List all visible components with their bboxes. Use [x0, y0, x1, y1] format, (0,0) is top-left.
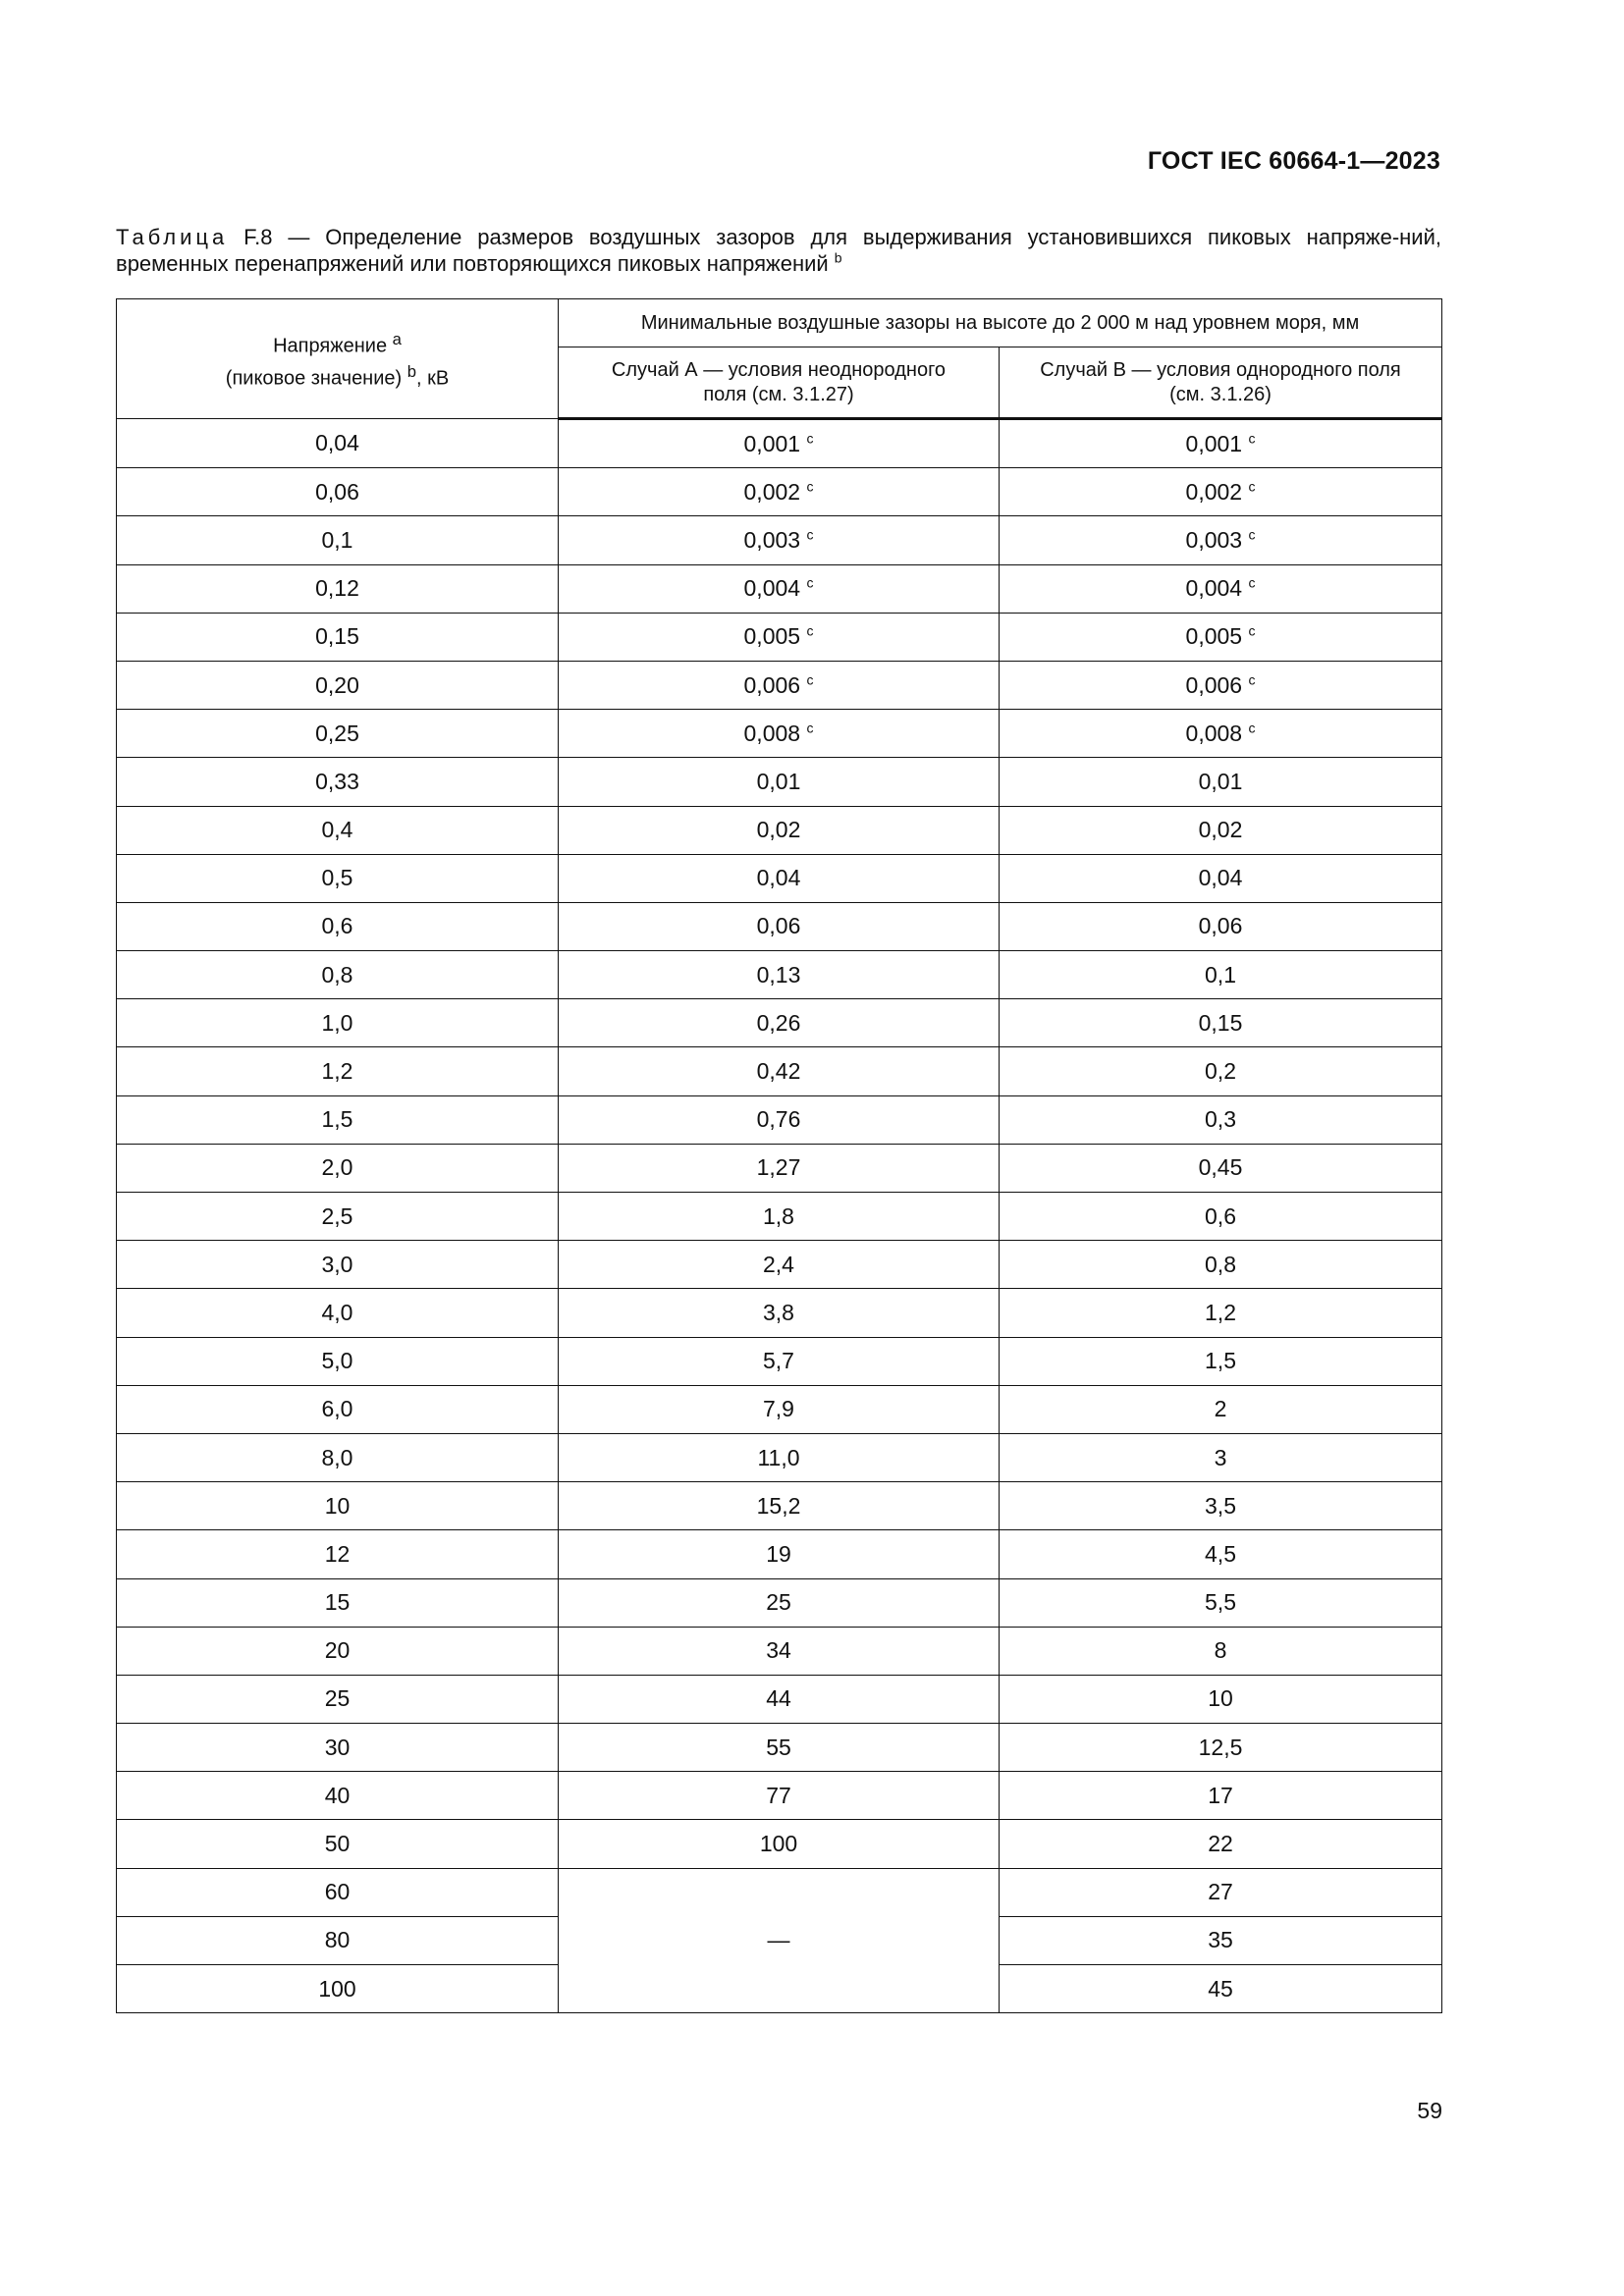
voltage-cell: 0,1 — [117, 516, 559, 564]
case-b-cell: 4,5 — [1000, 1530, 1442, 1578]
table-row — [117, 564, 1442, 613]
voltage-cell: 0,15 — [117, 613, 559, 661]
voltage-cell: 5,0 — [117, 1337, 559, 1385]
table-row — [117, 1627, 1442, 1675]
table-row — [117, 758, 1442, 806]
footnote-mark: c — [806, 720, 814, 736]
voltage-cell: 12 — [117, 1530, 559, 1578]
table-row — [117, 468, 1442, 516]
voltage-cell: 0,04 — [117, 419, 559, 468]
case-b-cell: 0,006 $^c$ — [1000, 661, 1442, 709]
voltage-cell: 2,5 — [117, 1193, 559, 1241]
case-a-cell: 0,76 — [559, 1095, 1000, 1144]
case-b-cell: 8 — [1000, 1627, 1442, 1675]
voltage-cell: 0,5 — [117, 854, 559, 902]
case-b-cell: 0,01 — [1000, 758, 1442, 806]
clearance-table — [116, 298, 1442, 2013]
case-a-cell: 25 — [559, 1578, 1000, 1627]
table-row — [117, 1241, 1442, 1289]
case-b-cell: 1,2 — [1000, 1289, 1442, 1337]
case-a-cell: 11,0 — [559, 1433, 1000, 1481]
footnote-mark: c — [806, 622, 814, 639]
voltage-cell: 0,33 — [117, 758, 559, 806]
table-row — [117, 1193, 1442, 1241]
case-b-cell: 0,45 — [1000, 1144, 1442, 1192]
case-b-cell: 0,005 $^c$ — [1000, 613, 1442, 661]
footnote-mark: c — [806, 429, 814, 446]
case-a-cell: 0,001 $^c$ — [559, 419, 1000, 468]
case-b-cell: 0,008 $^c$ — [1000, 710, 1442, 758]
case-b-cell: 0,004 $^c$ — [1000, 564, 1442, 613]
case-a-cell: 0,008 $^c$ — [559, 710, 1000, 758]
case-a-cell: 34 — [559, 1627, 1000, 1675]
footnote-mark: c — [1248, 574, 1256, 591]
table-row — [117, 1433, 1442, 1481]
voltage-cell: 0,4 — [117, 806, 559, 854]
footnote-mark: c — [1248, 429, 1256, 446]
caption-footnote-mark: b — [834, 249, 842, 266]
table-row — [117, 1095, 1442, 1144]
case-b-cell: 0,3 — [1000, 1095, 1442, 1144]
clearance-table-wrapper — [116, 298, 1441, 2013]
case-b-cell: 10 — [1000, 1675, 1442, 1723]
case-a-column-header: Случай А — условия неоднородного поля (см. 3.1.27) — [559, 347, 1000, 419]
table-row — [117, 1482, 1442, 1530]
table-row — [117, 1289, 1442, 1337]
case-b-cell: 0,15 — [1000, 999, 1442, 1047]
case-b-cell: 0,002 $^c$ — [1000, 468, 1442, 516]
table-row — [117, 1868, 1442, 1916]
footnote-mark: c — [806, 478, 814, 495]
table-row — [117, 1724, 1442, 1772]
voltage-cell: 100 — [117, 1965, 559, 2013]
case-b-cell: 0,04 — [1000, 854, 1442, 902]
case-a-cell: 0,02 — [559, 806, 1000, 854]
table-row — [117, 1144, 1442, 1192]
case-a-cell: 0,01 — [559, 758, 1000, 806]
footnote-mark: c — [1248, 670, 1256, 687]
caption-label: Таблица — [116, 225, 229, 249]
voltage-cell: 8,0 — [117, 1433, 559, 1481]
case-b-cell: 0,02 — [1000, 806, 1442, 854]
table-row — [117, 951, 1442, 999]
table-row — [117, 613, 1442, 661]
table-row — [117, 1337, 1442, 1385]
footnote-mark: c — [1248, 622, 1256, 639]
case-b-cell: 0,1 — [1000, 951, 1442, 999]
table-row — [117, 854, 1442, 902]
case-a-cell: 15,2 — [559, 1482, 1000, 1530]
case-b-cell: 5,5 — [1000, 1578, 1442, 1627]
case-b-cell: 1,5 — [1000, 1337, 1442, 1385]
voltage-cell: 0,25 — [117, 710, 559, 758]
table-row — [117, 419, 1442, 468]
case-a-cell: 0,005 $^c$ — [559, 613, 1000, 661]
footnote-mark: c — [806, 574, 814, 591]
voltage-cell: 0,06 — [117, 468, 559, 516]
case-b-column-header: Случай В — условия однородного поля (см. 3.1.26) — [1000, 347, 1442, 419]
case-a-cell: 0,26 — [559, 999, 1000, 1047]
clearance-group-header: Минимальные воздушные зазоры на высоте до 2 000 м над уровнем моря, мм — [559, 299, 1442, 347]
voltage-cell: 6,0 — [117, 1385, 559, 1433]
case-a-cell: 55 — [559, 1724, 1000, 1772]
table-row — [117, 1675, 1442, 1723]
voltage-cell: 1,2 — [117, 1047, 559, 1095]
voltage-cell: 10 — [117, 1482, 559, 1530]
table-row — [117, 902, 1442, 950]
case-a-cell: 2,4 — [559, 1241, 1000, 1289]
standard-code: ГОСТ IEC 60664-1—2023 — [1147, 147, 1440, 175]
case-a-cell: 0,003 $^c$ — [559, 516, 1000, 564]
voltage-cell: 60 — [117, 1868, 559, 1916]
voltage-cell: 4,0 — [117, 1289, 559, 1337]
table-row — [117, 1578, 1442, 1627]
case-a-merged-cell: — — [559, 1868, 1000, 2013]
footnote-mark: c — [1248, 478, 1256, 495]
case-a-cell: 5,7 — [559, 1337, 1000, 1385]
case-b-cell: 2 — [1000, 1385, 1442, 1433]
footnote-mark: c — [1248, 720, 1256, 736]
table-row — [117, 516, 1442, 564]
table-row — [117, 661, 1442, 709]
footnote-mark: c — [1248, 526, 1256, 543]
voltage-cell: 40 — [117, 1772, 559, 1820]
footnote-mark: c — [806, 526, 814, 543]
case-b-cell: 17 — [1000, 1772, 1442, 1820]
case-a-cell: 0,13 — [559, 951, 1000, 999]
case-a-cell: 100 — [559, 1820, 1000, 1868]
voltage-cell: 0,12 — [117, 564, 559, 613]
voltage-column-header: Напряжение $^a$ (пиковое значение) $^b$, кВ — [117, 299, 559, 419]
case-a-cell: 19 — [559, 1530, 1000, 1578]
table-row — [117, 999, 1442, 1047]
case-a-cell: 0,002 $^c$ — [559, 468, 1000, 516]
case-b-cell: 35 — [1000, 1916, 1442, 1964]
case-a-cell: 0,06 — [559, 902, 1000, 950]
case-a-cell: 0,006 $^c$ — [559, 661, 1000, 709]
case-b-cell: 0,003 $^c$ — [1000, 516, 1442, 564]
case-a-cell: 0,04 — [559, 854, 1000, 902]
table-row — [117, 806, 1442, 854]
voltage-cell: 80 — [117, 1916, 559, 1964]
case-b-cell: 0,06 — [1000, 902, 1442, 950]
voltage-cell: 20 — [117, 1627, 559, 1675]
case-a-cell: 3,8 — [559, 1289, 1000, 1337]
case-a-cell: 77 — [559, 1772, 1000, 1820]
case-b-cell: 12,5 — [1000, 1724, 1442, 1772]
voltage-cell: 0,6 — [117, 902, 559, 950]
table-row — [117, 1047, 1442, 1095]
voltage-cell: 2,0 — [117, 1144, 559, 1192]
voltage-cell: 1,0 — [117, 999, 559, 1047]
voltage-cell: 30 — [117, 1724, 559, 1772]
case-b-cell: 0,8 — [1000, 1241, 1442, 1289]
case-b-cell: 45 — [1000, 1965, 1442, 2013]
case-b-cell: 3 — [1000, 1433, 1442, 1481]
table-caption — [116, 224, 1441, 277]
page-number: 59 — [1417, 2098, 1442, 2123]
voltage-cell: 0,20 — [117, 661, 559, 709]
table-row — [117, 710, 1442, 758]
case-b-cell: 0,6 — [1000, 1193, 1442, 1241]
table-body — [117, 419, 1442, 2013]
case-a-cell: 1,8 — [559, 1193, 1000, 1241]
case-a-cell: 0,004 $^c$ — [559, 564, 1000, 613]
case-a-cell: 7,9 — [559, 1385, 1000, 1433]
case-a-cell: 0,42 — [559, 1047, 1000, 1095]
table-row — [117, 1385, 1442, 1433]
case-b-cell: 0,001 $^c$ — [1000, 419, 1442, 468]
case-b-cell: 3,5 — [1000, 1482, 1442, 1530]
footnote-mark: c — [806, 670, 814, 687]
case-b-cell: 27 — [1000, 1868, 1442, 1916]
case-b-cell: 22 — [1000, 1820, 1442, 1868]
voltage-cell: 0,8 — [117, 951, 559, 999]
voltage-cell: 50 — [117, 1820, 559, 1868]
voltage-cell: 3,0 — [117, 1241, 559, 1289]
voltage-cell: 25 — [117, 1675, 559, 1723]
table-row — [117, 1772, 1442, 1820]
case-a-cell: 44 — [559, 1675, 1000, 1723]
caption-text: F.8 — Определение размеров воздушных зазоров для выдерживания установившихся пиковых напряже-ний, временных перенапряжений или повторяющихся пиковых напряжений — [116, 225, 1441, 276]
case-b-cell: 0,2 — [1000, 1047, 1442, 1095]
table-row — [117, 1530, 1442, 1578]
voltage-cell: 1,5 — [117, 1095, 559, 1144]
table-row — [117, 1820, 1442, 1868]
voltage-cell: 15 — [117, 1578, 559, 1627]
case-a-cell: 1,27 — [559, 1144, 1000, 1192]
